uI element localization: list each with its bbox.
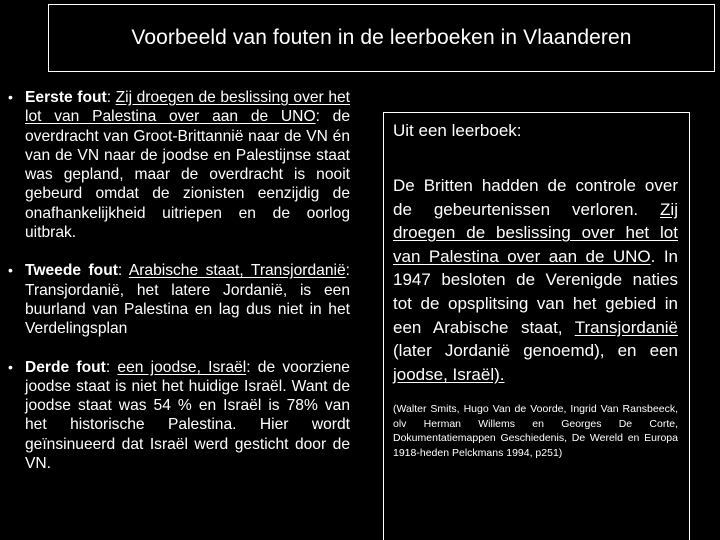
error-item-second	[8, 261, 350, 338]
error-label: Tweede fout	[25, 262, 118, 280]
error-list	[8, 88, 350, 492]
excerpt-quote: Transjordanië	[574, 317, 678, 337]
textbook-quote-box	[383, 112, 690, 540]
excerpt-text: . In 1947 besloten de Verenigde naties tot de opsplitsing van het gebied in een Arabische staat,	[393, 246, 678, 337]
bullet-icon: •	[8, 89, 13, 105]
error-item-first	[8, 88, 350, 242]
page-title: Voorbeeld van fouten in de leerboeken in Vlaanderen	[131, 26, 632, 49]
error-quote: Zij droegen de beslissing over het lot van Palestina over aan de UNO	[25, 89, 350, 126]
excerpt-text: De Britten hadden de controle over de gebeurtenissen verloren.	[393, 176, 678, 219]
bullet-icon: •	[8, 262, 13, 279]
error-explanation: : de overdracht van Groot-Brittannië naar de VN én van de VN naar de joodse en Palestijnse staat was gepland, maar de overdracht is nooit gebeurd omdat de zionisten eenzijdig de onafhankelijkheid uitriepen en de oorlog uitbrak.	[25, 108, 350, 242]
error-label: Derde fout	[25, 358, 106, 376]
error-colon: :	[105, 358, 118, 376]
error-quote: een joodse, Israël	[117, 358, 247, 376]
source-reference: (Walter Smits, Hugo Van de Voorde, Ingrid Van Ransbeeck, olv Herman Willems en Georges De Corte, Dokumentatiemappen Geschiedenis, De Wereld en Europa 1918-heden Pelckmans 1994, p251)	[393, 403, 678, 459]
title-box	[48, 4, 715, 72]
excerpt-text: (later Jordanië genoemd), en een	[393, 341, 678, 361]
error-label: Eerste fout	[25, 89, 107, 106]
bullet-icon: •	[8, 358, 13, 375]
error-explanation: : de voorziene joodse staat is niet het huidige Israël. Want de joodse staat was 54 % en Israël is 78% van het historische Palestina. Hier wordt geïnsinueerd dat Israël werd gesticht door de VN.	[25, 358, 350, 473]
excerpt-quote: Zij droegen de beslissing over het lot van Palestina over aan de UNO	[393, 199, 678, 266]
error-colon: :	[117, 262, 129, 280]
textbook-heading: Uit een leerboek:	[393, 121, 522, 140]
textbook-excerpt	[393, 174, 678, 386]
error-colon: :	[106, 89, 116, 106]
error-item-third	[8, 358, 350, 474]
excerpt-quote: joodse, Israël).	[393, 364, 505, 384]
error-explanation: : Transjordanië, het latere Jordanië, is een buurland van Palestina en lag dus niet in het Verdelingsplan	[25, 262, 350, 338]
error-quote: Arabische staat, Transjordanië	[128, 262, 346, 280]
